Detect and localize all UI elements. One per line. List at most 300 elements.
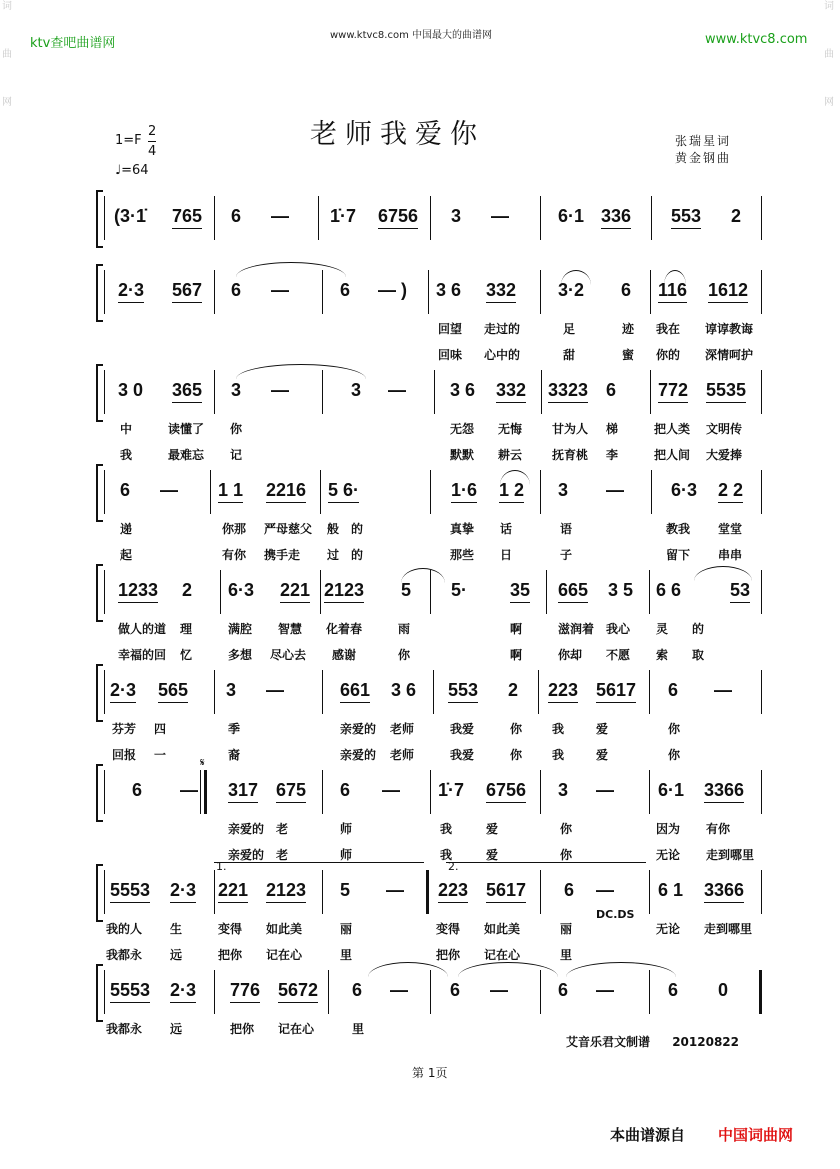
lyric-verse2: 你 <box>668 748 681 762</box>
bar-line <box>214 196 215 240</box>
note-group: 365 <box>172 380 202 403</box>
staff-system-4 <box>96 470 766 514</box>
lyric-verse2: 起 <box>120 548 133 562</box>
bar-line <box>761 370 762 414</box>
time-signature-top: 2 <box>148 124 157 139</box>
lyric-verse1: 生 <box>170 922 183 936</box>
note-group: — <box>160 480 178 500</box>
bar-line <box>540 270 541 314</box>
bar-line <box>649 570 650 614</box>
bar-line <box>649 970 650 1014</box>
volta-2-bracket <box>446 862 646 863</box>
lyric-verse2: 里 <box>340 948 353 962</box>
note-group: — <box>714 680 732 700</box>
bar-line <box>322 670 323 714</box>
note-group: 2123 <box>324 580 364 603</box>
lyric-verse1: 无论 <box>656 922 681 936</box>
system-bracket <box>96 364 103 422</box>
lyric-verse2: 大爱捧 <box>706 448 743 462</box>
lyric-verse2: 无论 <box>656 848 681 862</box>
lyric-verse1: 甘为人 <box>552 422 589 436</box>
note-group: 1̇·7 <box>330 206 357 226</box>
lyric-verse1: 滋润着 <box>558 622 595 636</box>
tie <box>236 364 366 379</box>
note-group: 1 2 <box>499 480 524 503</box>
note-group: — <box>386 880 404 900</box>
lyric-verse1: 满腔 <box>228 622 253 636</box>
lyric-verse2: 留下 <box>666 548 691 562</box>
note-group: 661 <box>340 680 370 703</box>
system-bracket <box>96 964 103 1022</box>
lyric-verse1: 有你 <box>706 822 731 836</box>
lyric-verse1: 我心 <box>606 622 631 636</box>
note-group: 5535 <box>706 380 746 403</box>
lyric-verse1: 读懂了 <box>168 422 205 436</box>
lyric-verse1: 文明传 <box>706 422 743 436</box>
staff-system-3 <box>96 370 766 414</box>
note-group: 1612 <box>708 280 748 303</box>
lyric-verse1: 我 <box>552 722 565 736</box>
note-group: 6 1 <box>658 880 684 900</box>
bar-line <box>220 570 221 614</box>
note-group: 5617 <box>486 880 526 903</box>
lyric-verse2: 你的 <box>656 348 681 362</box>
lyric-verse2: 子 <box>560 548 573 562</box>
system-bracket <box>96 464 103 522</box>
note-group: 6 <box>120 480 131 500</box>
lyric-verse1: 理 <box>180 622 193 636</box>
note-group: 2·3 <box>118 280 144 303</box>
note-group: — <box>266 680 284 700</box>
lyric-verse2: 我爱 <box>450 748 475 762</box>
note-group: 223 <box>438 880 468 903</box>
lyric-verse1: 谆谆教诲 <box>705 322 754 336</box>
bar-line <box>540 970 541 1014</box>
page-number: 第 1页 <box>412 1066 448 1080</box>
lyric-verse2: 携手走 <box>264 548 301 562</box>
note-group: 3366 <box>704 880 744 903</box>
note-group: 2·3 <box>110 680 136 703</box>
lyric-verse2: 记在心 <box>266 948 303 962</box>
lyric-verse1: 你 <box>510 722 523 736</box>
lyric-verse1: 话 <box>500 522 513 536</box>
bar-line <box>214 870 215 914</box>
note-group: 116 <box>658 280 687 303</box>
note-group: 1233 <box>118 580 158 603</box>
lyric-verse1: 迹 <box>622 322 635 336</box>
system-start-bar <box>104 270 105 314</box>
note-group: 6 <box>558 980 569 1000</box>
song-title: 老师我爱你 <box>310 119 485 150</box>
note-group: 3 6 <box>450 380 476 400</box>
tie <box>458 962 558 977</box>
bar-line <box>761 770 762 814</box>
bar-line <box>428 270 429 314</box>
lyric-verse1: 季 <box>228 722 241 736</box>
lyric-verse1: 般 <box>327 522 340 536</box>
bar-line <box>322 770 323 814</box>
lyric-verse2: 串串 <box>718 548 743 562</box>
note-group: 675 <box>276 780 306 803</box>
lyric-verse2: 尽心去 <box>270 648 307 662</box>
note-group: 765 <box>172 206 202 229</box>
bar-line <box>322 370 323 414</box>
lyric-verse1: 你 <box>230 422 243 436</box>
note-group: 553 <box>671 206 701 229</box>
lyric-verse1: 我在 <box>656 322 681 336</box>
lyric-verse2: 我 <box>440 848 453 862</box>
lyric-verse1: 的 <box>351 522 364 536</box>
note-group: 3366 <box>704 780 744 803</box>
note-group: 3 6 <box>436 280 462 300</box>
bar-line <box>200 770 201 814</box>
key-signature: 1=F <box>115 133 142 148</box>
maker-date: 20120822 <box>672 1035 739 1049</box>
lyric-verse1: 记在心 <box>278 1022 315 1036</box>
note-group: 1·6 <box>451 480 477 503</box>
dc-ds-marking: DC.DS <box>596 908 635 921</box>
note-group: 6 <box>564 880 575 900</box>
repeat-bar <box>426 870 429 914</box>
staff-system-7 <box>96 756 766 814</box>
lyric-verse2: 心中的 <box>484 348 521 362</box>
lyric-verse1: 无悔 <box>498 422 523 436</box>
lyric-verse2: 我 <box>552 748 565 762</box>
bar-line <box>761 570 762 614</box>
tie <box>368 962 448 977</box>
lyric-verse2: 你 <box>510 748 523 762</box>
note-group: — <box>596 980 614 1000</box>
lyric-verse1: 的 <box>692 622 705 636</box>
lyric-verse2: 你 <box>560 848 573 862</box>
lyric-verse2: 啊 <box>510 648 523 662</box>
note-group: 6 <box>132 780 143 800</box>
note-group: 2216 <box>266 480 306 503</box>
lyric-verse1: 丽 <box>340 922 353 936</box>
lyric-verse2: 一 <box>154 748 167 762</box>
note-group: 2123 <box>266 880 306 903</box>
bar-line <box>430 470 431 514</box>
lyric-verse2: 取 <box>692 648 705 662</box>
note-group: 6·3 <box>671 480 698 500</box>
note-group: 2 <box>508 680 519 700</box>
header-site-name[interactable]: ktv查吧曲谱网 <box>30 36 116 51</box>
note-group: 3323 <box>548 380 588 403</box>
lyric-verse1: 无怨 <box>450 422 475 436</box>
note-group: 772 <box>658 380 688 403</box>
bar-line <box>649 770 650 814</box>
volta-1-bracket <box>214 862 424 863</box>
lyric-verse1: 你那 <box>222 522 247 536</box>
lyric-verse1: 芬芳 <box>112 722 137 736</box>
lyric-verse2: 幸福的回 <box>118 648 167 662</box>
note-group: 53 <box>730 580 750 603</box>
time-signature <box>148 122 156 161</box>
lyric-verse1: 你 <box>560 822 573 836</box>
bar-line <box>214 970 215 1014</box>
final-bar <box>759 970 762 1014</box>
note-group: 3 5 <box>608 580 634 600</box>
note-group: 665 <box>558 580 588 603</box>
bar-line <box>651 470 652 514</box>
note-group: — <box>596 880 614 900</box>
note-group: 5553 <box>110 980 150 1003</box>
note-group: 5 <box>340 880 351 900</box>
lyric-verse1: 梯 <box>606 422 619 436</box>
lyric-verse1: 我的人 <box>106 922 143 936</box>
lyric-verse2: 走到哪里 <box>706 848 755 862</box>
header-site-url[interactable]: www.ktvc8.com <box>705 32 808 47</box>
note-group: (3·1̇ <box>114 206 147 226</box>
lyric-verse1: 因为 <box>656 822 681 836</box>
lyric-verse2: 最难忘 <box>168 448 205 462</box>
lyric-verse1: 变得 <box>218 922 243 936</box>
lyric-verse1: 语 <box>560 522 573 536</box>
bar-line <box>320 470 321 514</box>
lyric-verse1: 爱 <box>486 822 499 836</box>
lyric-verse1: 里 <box>352 1022 365 1036</box>
note-group: 6 <box>668 980 679 1000</box>
note-group: 6 <box>340 780 351 800</box>
bar-line <box>322 270 323 314</box>
lyric-verse2: 我 <box>120 448 133 462</box>
bar-line <box>540 870 541 914</box>
note-group: — <box>596 780 614 800</box>
lyric-verse2: 回报 <box>112 748 137 762</box>
lyric-verse1: 递 <box>120 522 133 536</box>
note-group: — <box>180 780 198 800</box>
bar-line <box>651 196 652 240</box>
note-group: 6 <box>352 980 363 1000</box>
bar-line <box>328 970 329 1014</box>
lyricist-credit: 张瑞星词 <box>675 134 732 148</box>
bar-line <box>430 970 431 1014</box>
note-group: — <box>390 980 408 1000</box>
bar-line <box>210 470 211 514</box>
bar-line <box>540 470 541 514</box>
note-group: 3 <box>451 206 462 226</box>
lyric-verse2: 老师 <box>390 748 415 762</box>
lyric-verse1: 中 <box>120 422 133 436</box>
lyric-verse2: 不愿 <box>606 648 631 662</box>
lyric-verse1: 亲爱的 <box>340 722 377 736</box>
lyric-verse1: 亲爱的 <box>228 822 265 836</box>
lyric-verse2: 师 <box>340 848 353 862</box>
lyric-verse1: 走到哪里 <box>704 922 753 936</box>
note-group: 3 <box>558 780 569 800</box>
note-group: 2·3 <box>170 880 196 903</box>
note-group: 3 <box>351 380 362 400</box>
note-group: — ) <box>378 280 407 300</box>
lyric-verse1: 教我 <box>666 522 691 536</box>
note-group: 6 <box>231 280 242 300</box>
lyric-verse2: 过 <box>327 548 340 562</box>
bar-line <box>761 870 762 914</box>
lyric-verse2: 忆 <box>180 648 193 662</box>
lyric-verse1: 走过的 <box>484 322 521 336</box>
lyric-verse1: 老 <box>276 822 289 836</box>
note-group: — <box>388 380 406 400</box>
bar-line <box>538 670 539 714</box>
lyric-verse2: 你 <box>398 648 411 662</box>
note-group: 1 1 <box>218 480 243 503</box>
lyric-verse1: 师 <box>340 822 353 836</box>
lyric-verse2: 亲爱的 <box>340 748 377 762</box>
note-group: 776 <box>230 980 260 1003</box>
lyric-verse1: 回望 <box>438 322 463 336</box>
lyric-verse1: 爱 <box>596 722 609 736</box>
note-group: 2 <box>731 206 742 226</box>
lyric-verse2: 把你 <box>436 948 461 962</box>
bar-line <box>430 196 431 240</box>
lyric-verse2: 记在心 <box>484 948 521 962</box>
lyric-verse2: 爱 <box>486 848 499 862</box>
note-group: 6756 <box>378 206 418 229</box>
note-group: 553 <box>448 680 478 703</box>
lyric-verse2: 裔 <box>228 748 241 762</box>
lyric-verse2: 你却 <box>558 648 583 662</box>
lyric-verse2: 有你 <box>222 548 247 562</box>
note-group: 3 <box>558 480 569 500</box>
staff-system-2 <box>96 270 766 314</box>
staff-system-5 <box>96 570 766 614</box>
lyric-verse2: 回味 <box>438 348 463 362</box>
lyric-verse2: 深情呵护 <box>705 348 754 362</box>
note-group: 5· <box>451 580 468 600</box>
note-group: 5617 <box>596 680 636 703</box>
lyric-verse1: 如此美 <box>484 922 521 936</box>
lyric-verse2: 感谢 <box>332 648 357 662</box>
bar-line <box>540 770 541 814</box>
system-start-bar <box>104 470 105 514</box>
lyric-verse1: 灵 <box>656 622 669 636</box>
bar-line <box>650 270 651 314</box>
lyric-verse2: 默默 <box>450 448 475 462</box>
repeat-bar <box>204 770 207 814</box>
note-group: 3 0 <box>118 380 144 400</box>
note-group: 6 <box>450 980 461 1000</box>
system-start-bar <box>104 970 105 1014</box>
staff-system-6 <box>96 670 766 714</box>
note-group: 3·2 <box>558 280 585 300</box>
note-group: 0 <box>718 980 729 1000</box>
system-start-bar <box>104 196 105 240</box>
system-start-bar <box>104 770 105 814</box>
bar-line <box>540 196 541 240</box>
staff-system-8 <box>96 860 766 921</box>
note-group: 6 <box>340 280 351 300</box>
bar-line <box>430 570 431 614</box>
note-group: 3 <box>231 380 242 400</box>
lyric-verse1: 如此美 <box>266 922 303 936</box>
note-group: 5 6· <box>328 480 359 503</box>
note-group: — <box>271 380 289 400</box>
lyric-verse2: 的 <box>351 548 364 562</box>
bar-line <box>214 270 215 314</box>
note-group: 2·3 <box>170 980 196 1003</box>
watermark-left: 词 曲 网 <box>2 1 12 108</box>
bar-line <box>761 470 762 514</box>
note-group: — <box>271 280 289 300</box>
note-group: 6756 <box>486 780 526 803</box>
lyric-verse1: 足 <box>563 322 576 336</box>
system-start-bar <box>104 870 105 914</box>
note-group: 6 <box>668 680 679 700</box>
note-group: 6·1 <box>558 206 585 226</box>
watermark-right: 词 曲 网 <box>824 1 834 108</box>
bar-line <box>318 196 319 240</box>
lyric-verse2: 远 <box>170 948 183 962</box>
note-group: 5553 <box>110 880 150 903</box>
bar-line <box>649 670 650 714</box>
lyric-verse1: 我 <box>440 822 453 836</box>
note-group: 567 <box>172 280 202 303</box>
lyric-verse1: 我爱 <box>450 722 475 736</box>
lyric-verse2: 蜜 <box>622 348 635 362</box>
bar-line <box>214 670 215 714</box>
source-label: 本曲谱源自 <box>610 1126 686 1144</box>
lyric-verse1: 把人类 <box>654 422 691 436</box>
volta-1-label: 1. <box>216 860 227 873</box>
lyric-verse2: 索 <box>656 648 669 662</box>
note-group: 223 <box>548 680 578 703</box>
staff-system-1 <box>96 196 766 240</box>
lyric-verse2: 爱 <box>596 748 609 762</box>
lyric-verse1: 做人的道 <box>118 622 167 636</box>
time-signature-bottom: 4 <box>148 141 156 161</box>
bar-line <box>430 770 431 814</box>
note-group: 35 <box>510 580 530 603</box>
note-group: 6 <box>231 206 242 226</box>
source-site-link[interactable]: 中国词曲网 <box>718 1126 794 1144</box>
lyric-verse1: 老师 <box>390 722 415 736</box>
lyric-verse1: 雨 <box>398 622 411 636</box>
lyric-verse2: 多想 <box>228 648 253 662</box>
note-group: 3 <box>226 680 237 700</box>
system-bracket <box>96 264 103 322</box>
bar-line <box>322 870 323 914</box>
system-bracket <box>96 190 103 248</box>
bar-line <box>320 570 321 614</box>
lyric-verse1: 啊 <box>510 622 523 636</box>
bar-line <box>761 270 762 314</box>
note-group: 221 <box>280 580 310 603</box>
note-group: 2 <box>182 580 193 600</box>
bar-line <box>546 570 547 614</box>
lyric-verse1: 远 <box>170 1022 183 1036</box>
lyric-verse1: 四 <box>154 722 167 736</box>
note-group: 317 <box>228 780 258 803</box>
lyric-verse1: 丽 <box>560 922 573 936</box>
tie <box>694 566 752 581</box>
score-maker <box>566 1033 739 1050</box>
note-group: 6 6 <box>656 580 682 600</box>
lyric-verse1: 变得 <box>436 922 461 936</box>
lyric-verse1: 堂堂 <box>718 522 743 536</box>
note-group: 332 <box>486 280 516 303</box>
lyric-verse2: 那些 <box>450 548 475 562</box>
system-start-bar <box>104 570 105 614</box>
segno-icon: 𝄋 <box>200 756 205 769</box>
lyric-verse2: 把你 <box>218 948 243 962</box>
lyric-verse2: 老 <box>276 848 289 862</box>
lyric-verse2: 耕云 <box>498 448 523 462</box>
lyric-verse2: 我都永 <box>106 948 143 962</box>
lyric-verse2: 把人间 <box>654 448 691 462</box>
system-bracket <box>96 664 103 722</box>
note-group: 221 <box>218 880 248 903</box>
note-group: 6·3 <box>228 580 255 600</box>
